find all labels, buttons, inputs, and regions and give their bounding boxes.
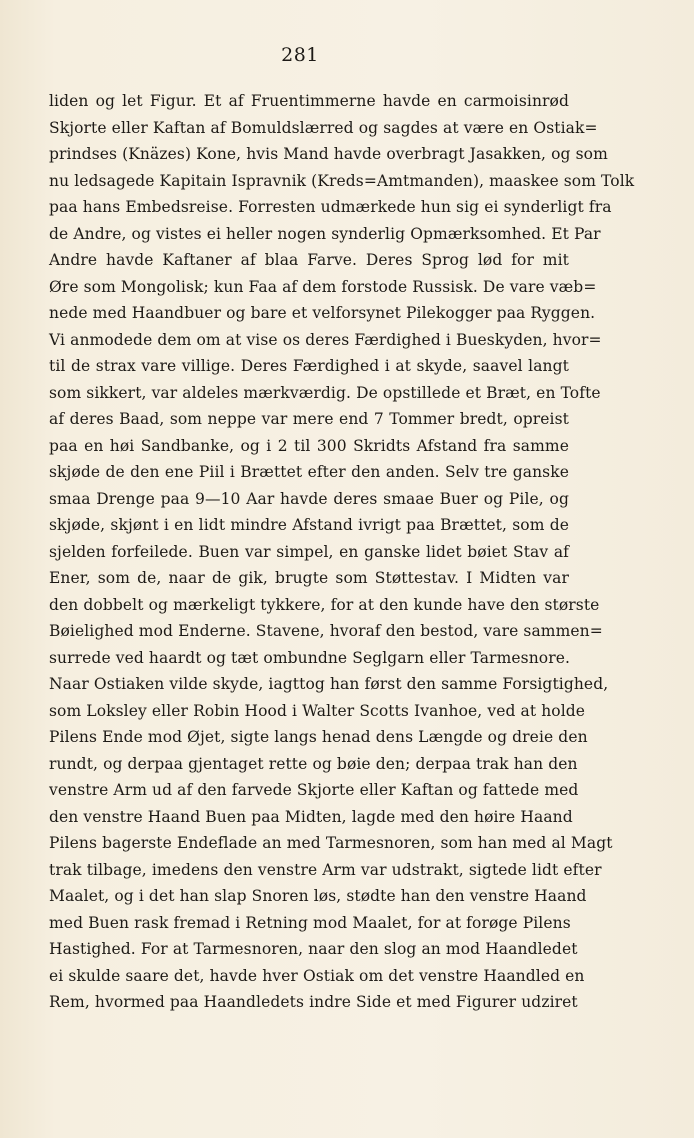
body-text	[49, 88, 635, 1016]
text-line: Hastighed. For at Tarmesnoren, naar den slog an mod Haandledet	[49, 940, 578, 958]
text-line: Pilens Ende mod Øjet, sigte langs henad dens Længde og dreie den	[49, 728, 588, 746]
text-line: sjelden forfeilede. Buen var simpel, en ganske lidet bøiet Stav af	[49, 542, 569, 561]
text-line: af deres Baad, som neppe var mere end 7 Tommer bredt, opreist	[49, 410, 569, 428]
text-line: paa hans Embedsreise. Forresten udmærkede hun sig ei synderligt fra	[49, 198, 612, 216]
text-line: som sikkert, var aldeles mærkværdig. De opstillede et Bræt, en Tofte	[49, 383, 601, 402]
page-number: 281	[281, 44, 319, 66]
text-line: Maalet, og i det han slap Snoren løs, stødte han den venstre Haand	[49, 887, 587, 905]
text-line: smaa Drenge paa 9—10 Aar havde deres smaae Buer og Pile, og	[49, 489, 569, 508]
text-line: med Buen rask fremad i Retning mod Maalet, for at forøge Pilens	[49, 913, 571, 932]
text-line: Bøielighed mod Enderne. Stavene, hvoraf den bestod, vare sammen=	[49, 622, 603, 640]
text-line: nu ledsagede Kapitain Ispravnik (Kreds=Amtmanden), maaskee som Tolk	[49, 171, 635, 190]
text-line: rundt, og derpaa gjentaget rette og bøie den; derpaa trak han den	[49, 754, 578, 773]
text-line: Naar Ostiaken vilde skyde, iagttog han først den samme Forsigtighed,	[49, 675, 609, 693]
text-line: paa en høi Sandbanke, og i 2 til 300 Skridts Afstand fra samme	[49, 436, 569, 455]
text-line: Rem, hvormed paa Haandledets indre Side et med Figurer udziret	[49, 993, 578, 1011]
text-line: nede med Haandbuer og bare et velforsynet Pilekogger paa Ryggen.	[49, 304, 596, 322]
text-line: Vi anmodede dem om at vise os deres Færdighed i Bueskyden, hvor=	[49, 330, 602, 349]
text-line: surrede ved haardt og tæt ombundne Seglgarn eller Tarmesnore.	[49, 648, 571, 667]
text-line: Ener, som de, naar de gik, brugte som Støttestav. I Midten var	[49, 569, 569, 587]
text-line: til de strax vare villige. Deres Færdighed i at skyde, saavel langt	[49, 357, 569, 375]
text-line: Pilens bagerste Endeflade an med Tarmesnoren, som han med al Magt	[49, 834, 613, 852]
text-line: prindses (Knäzes) Kone, hvis Mand havde overbragt Jasakken, og som	[49, 145, 608, 163]
text-line: den dobbelt og mærkeligt tykkere, for at den kunde have den største	[49, 595, 600, 614]
text-line: Skjorte eller Kaftan af Bomuldslærred og sagdes at være en Ostiak=	[49, 118, 598, 137]
text-line: skjøde, skjønt i en lidt mindre Afstand ivrigt paa Brættet, som de	[49, 516, 569, 534]
text-line: venstre Arm ud af den farvede Skjorte eller Kaftan og fattede med	[49, 781, 579, 799]
text-line: Andre havde Kaftaner af blaa Farve. Deres Sprog lød for mit	[49, 251, 569, 269]
text-line: den venstre Haand Buen paa Midten, lagde med den høire Haand	[49, 807, 573, 826]
text-line: de Andre, og vistes ei heller nogen synderlig Opmærksomhed. Et Par	[49, 224, 601, 243]
text-line: Øre som Mongolisk; kun Faa af dem forstode Russisk. De vare væb=	[49, 277, 597, 296]
text-line: som Loksley eller Robin Hood i Walter Scotts Ivanhoe, ved at holde	[49, 701, 586, 720]
text-line: ei skulde saare det, havde hver Ostiak om det venstre Haandled en	[49, 966, 585, 985]
text-line: skjøde de den ene Piil i Brættet efter den anden. Selv tre ganske	[49, 463, 569, 481]
text-line: liden og let Figur. Et af Fruentimmerne havde en carmoisinrød	[49, 92, 569, 110]
text-line: trak tilbage, imedens den venstre Arm var udstrakt, sigtede lidt efter	[49, 860, 602, 879]
